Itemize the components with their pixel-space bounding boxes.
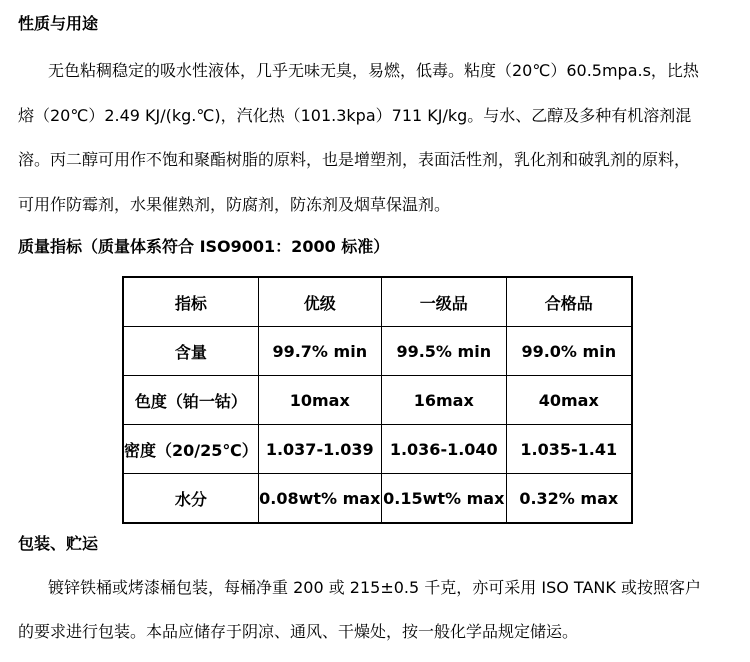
table-cell: 10max [258, 376, 381, 425]
table-cell: 0.08wt% max [258, 474, 381, 524]
usage-line-1: 无色粘稠稳定的吸水性液体，几乎无味无臭，易燃，低毒。粘度（20℃）60.5mpa.s，比热 [48, 61, 699, 80]
table-header-row [123, 277, 632, 327]
usage-line-3: 溶。丙二醇可用作不饱和聚酯树脂的原料，也是增塑剂，表面活性剂，乳化剂和破乳剂的原料， [18, 150, 691, 169]
table-cell: 1.036-1.040 [381, 425, 506, 474]
header-cell-premium: 优级 [258, 277, 381, 327]
table-cell: 含量 [123, 327, 258, 376]
table-cell: 99.0% min [506, 327, 632, 376]
packing-line-2: 的要求进行包装。本品应储存于阴凉、通风、干燥处，按一般化学品规定储运。 [18, 622, 579, 641]
usage-line-4: 可用作防霉剂，水果催熟剂，防腐剂，防冻剂及烟草保温剂。 [18, 195, 451, 214]
table-cell: 色度（铂一钴） [123, 376, 258, 425]
table-cell: 16max [381, 376, 506, 425]
quality-table [122, 276, 633, 524]
header-cell-first-grade: 一级品 [381, 277, 506, 327]
table-cell: 1.037-1.039 [258, 425, 381, 474]
header-cell-qualified: 合格品 [506, 277, 632, 327]
table-cell: 0.32% max [506, 474, 632, 524]
table-row [123, 425, 632, 474]
table-row [123, 327, 632, 376]
table-row [123, 474, 632, 524]
table-cell: 密度（20/25℃） [123, 425, 258, 474]
table-cell: 40max [506, 376, 632, 425]
packing-heading: 包装、贮运 [18, 534, 99, 553]
table-cell: 99.5% min [381, 327, 506, 376]
packing-line-1: 镀锌铁桶或烤漆桶包装，每桶净重 200 或 215±0.5 千克，亦可采用 ISO TANK 或按照客户 [48, 578, 701, 597]
table-cell: 水分 [123, 474, 258, 524]
table-cell: 99.7% min [258, 327, 381, 376]
table-cell: 1.035-1.41 [506, 425, 632, 474]
usage-line-2: 熔（20℃）2.49 KJ/(kg.℃)，汽化热（101.3kpa）711 KJ/kg。与水、乙醇及多种有机溶剂混 [18, 106, 692, 125]
header-cell-indicator: 指标 [123, 277, 258, 327]
quality-heading: 质量指标（质量体系符合 ISO9001：2000 标准） [18, 237, 390, 256]
usage-heading: 性质与用途 [18, 14, 99, 33]
table-row [123, 376, 632, 425]
table-cell: 0.15wt% max [381, 474, 506, 524]
